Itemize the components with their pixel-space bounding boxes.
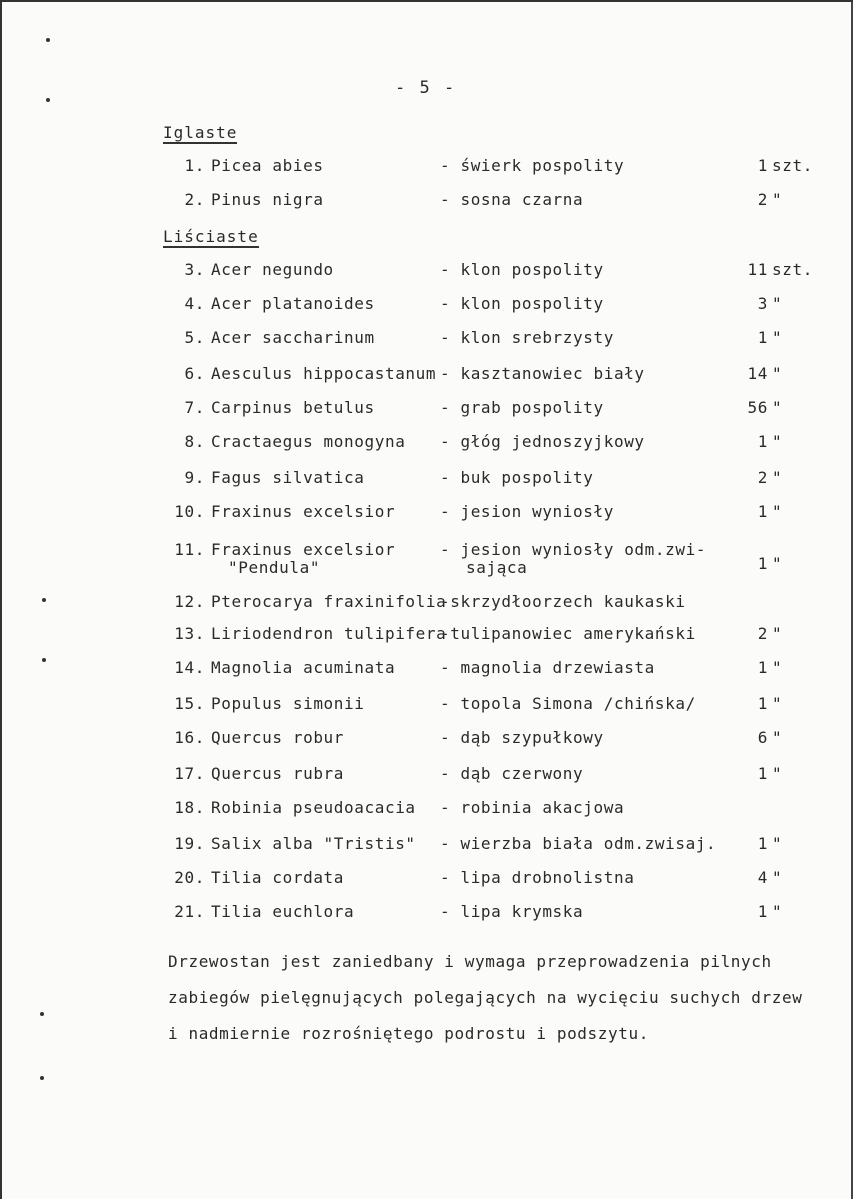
polish-name: - dąb czerwony — [440, 764, 584, 783]
species-number: 15. — [174, 694, 205, 713]
species-row — [0, 364, 853, 398]
latin-name: Pterocarya fraxinifolia — [211, 592, 447, 611]
unit: " — [772, 868, 783, 887]
paragraph-line: i nadmiernie rozrośniętego podrostu i podszytu. — [168, 1024, 649, 1043]
species-number: 4. — [184, 294, 205, 313]
species-number: 10. — [174, 502, 205, 521]
page-number: - 5 - — [395, 78, 457, 98]
unit: " — [772, 364, 783, 383]
latin-name: Salix alba "Tristis" — [211, 834, 416, 853]
species-row — [0, 624, 853, 658]
unit: " — [772, 658, 783, 677]
margin-dot — [40, 1076, 44, 1080]
quantity: 14 — [747, 364, 768, 383]
margin-dot — [40, 1012, 44, 1016]
unit: " — [772, 764, 783, 783]
quantity: 11 — [747, 260, 768, 279]
unit: " — [772, 328, 783, 347]
quantity: 1 — [757, 156, 768, 175]
latin-name: Acer negundo — [211, 260, 334, 279]
polish-name: - lipa drobnolistna — [440, 868, 635, 887]
species-row — [0, 294, 853, 328]
species-number: 12. — [174, 592, 205, 611]
species-number: 3. — [184, 260, 205, 279]
quantity: 1 — [757, 328, 768, 347]
quantity: 1 — [757, 834, 768, 853]
species-number: 17. — [174, 764, 205, 783]
unit: szt. — [772, 260, 813, 279]
unit: szt. — [772, 156, 813, 175]
quantity: 4 — [757, 868, 768, 887]
latin-name-cont: "Pendula" — [228, 558, 321, 577]
heading-conifers: Iglaste — [163, 123, 238, 142]
quantity: 1 — [757, 432, 768, 451]
latin-name: Acer platanoides — [211, 294, 375, 313]
species-number: 5. — [184, 328, 205, 347]
polish-name: - głóg jednoszyjkowy — [440, 432, 645, 451]
quantity: 2 — [757, 190, 768, 209]
latin-name: Carpinus betulus — [211, 398, 375, 417]
quantity: 1 — [757, 694, 768, 713]
polish-name: - wierzba biała odm.zwisaj. — [440, 834, 717, 853]
species-number: 20. — [174, 868, 205, 887]
species-number: 21. — [174, 902, 205, 921]
polish-name: - magnolia drzewiasta — [440, 658, 655, 677]
quantity: 6 — [757, 728, 768, 747]
heading-deciduous: Liściaste — [163, 227, 259, 246]
margin-dot — [46, 98, 50, 102]
polish-name: - kasztanowiec biały — [440, 364, 645, 383]
polish-name: - klon srebrzysty — [440, 328, 614, 347]
unit: " — [772, 728, 783, 747]
polish-name: - topola Simona /chińska/ — [440, 694, 696, 713]
quantity: 1 — [757, 764, 768, 783]
species-number: 13. — [174, 624, 205, 643]
species-row — [0, 260, 853, 294]
latin-name: Liriodendron tulipifera — [211, 624, 447, 643]
closing-paragraph — [168, 944, 828, 1052]
polish-name: -tulipanowiec amerykański — [440, 624, 696, 643]
species-number: 14. — [174, 658, 205, 677]
species-row — [0, 540, 853, 577]
quantity: 2 — [757, 468, 768, 487]
quantity: 1 — [757, 502, 768, 521]
unit: " — [772, 190, 783, 209]
polish-name-cont: sająca — [466, 558, 528, 577]
polish-name: - sosna czarna — [440, 190, 584, 209]
species-row — [0, 190, 853, 224]
species-number: 1. — [184, 156, 205, 175]
species-row — [0, 658, 853, 692]
unit: " — [772, 468, 783, 487]
quantity: 2 — [757, 624, 768, 643]
species-row — [0, 328, 853, 362]
species-row — [0, 798, 853, 832]
margin-dot — [46, 38, 50, 42]
latin-name: Magnolia acuminata — [211, 658, 396, 677]
unit: " — [772, 694, 783, 713]
polish-name: - robinia akacjowa — [440, 798, 625, 817]
latin-name: Tilia cordata — [211, 868, 345, 887]
species-row — [0, 398, 853, 432]
species-row — [0, 694, 853, 728]
polish-name: - grab pospolity — [440, 398, 604, 417]
species-number: 16. — [174, 728, 205, 747]
polish-name: - jesion wyniosły — [440, 502, 614, 521]
latin-name: Populus simonii — [211, 694, 365, 713]
latin-name: Quercus robur — [211, 728, 345, 747]
quantity: 1 — [757, 902, 768, 921]
unit: " — [772, 834, 783, 853]
quantity: 56 — [747, 398, 768, 417]
quantity: 1 — [757, 554, 768, 573]
quantity: 1 — [757, 658, 768, 677]
polish-name: - świerk pospolity — [440, 156, 625, 175]
polish-name: - jesion wyniosły odm.zwi- — [440, 540, 707, 559]
species-number: 6. — [184, 364, 205, 383]
latin-name: Fraxinus excelsior — [211, 540, 396, 559]
species-number: 18. — [174, 798, 205, 817]
polish-name: - buk pospolity — [440, 468, 594, 487]
latin-name: Fagus silvatica — [211, 468, 365, 487]
polish-name: -skrzydłoorzech kaukaski — [440, 592, 686, 611]
species-number: 7. — [184, 398, 205, 417]
species-row — [0, 592, 853, 626]
unit: " — [772, 554, 783, 573]
latin-name: Cractaegus monogyna — [211, 432, 406, 451]
paragraph-line: zabiegów pielęgnujących polegających na wycięciu suchych drzew — [168, 988, 803, 1007]
species-row — [0, 764, 853, 798]
unit: " — [772, 902, 783, 921]
quantity: 3 — [757, 294, 768, 313]
latin-name: Robinia pseudoacacia — [211, 798, 416, 817]
latin-name: Fraxinus excelsior — [211, 502, 396, 521]
polish-name: - lipa krymska — [440, 902, 584, 921]
latin-name: Aesculus hippocastanum — [211, 364, 437, 383]
species-row — [0, 502, 853, 536]
latin-name: Picea abies — [211, 156, 324, 175]
species-row — [0, 432, 853, 466]
polish-name: - klon pospolity — [440, 260, 604, 279]
species-number: 19. — [174, 834, 205, 853]
species-number: 8. — [184, 432, 205, 451]
latin-name: Quercus rubra — [211, 764, 345, 783]
species-number: 9. — [184, 468, 205, 487]
unit: " — [772, 624, 783, 643]
species-row — [0, 156, 853, 190]
paragraph-line: Drzewostan jest zaniedbany i wymaga przeprowadzenia pilnych — [168, 952, 772, 971]
latin-name: Acer saccharinum — [211, 328, 375, 347]
polish-name: - dąb szypułkowy — [440, 728, 604, 747]
species-row — [0, 834, 853, 868]
unit: " — [772, 502, 783, 521]
unit: " — [772, 294, 783, 313]
polish-name: - klon pospolity — [440, 294, 604, 313]
unit: " — [772, 398, 783, 417]
latin-name: Pinus nigra — [211, 190, 324, 209]
latin-name: Tilia euchlora — [211, 902, 355, 921]
species-row — [0, 868, 853, 902]
unit: " — [772, 432, 783, 451]
species-row — [0, 728, 853, 762]
species-number: 2. — [184, 190, 205, 209]
species-row — [0, 902, 853, 936]
species-number: 11. — [174, 540, 205, 559]
species-row — [0, 468, 853, 502]
